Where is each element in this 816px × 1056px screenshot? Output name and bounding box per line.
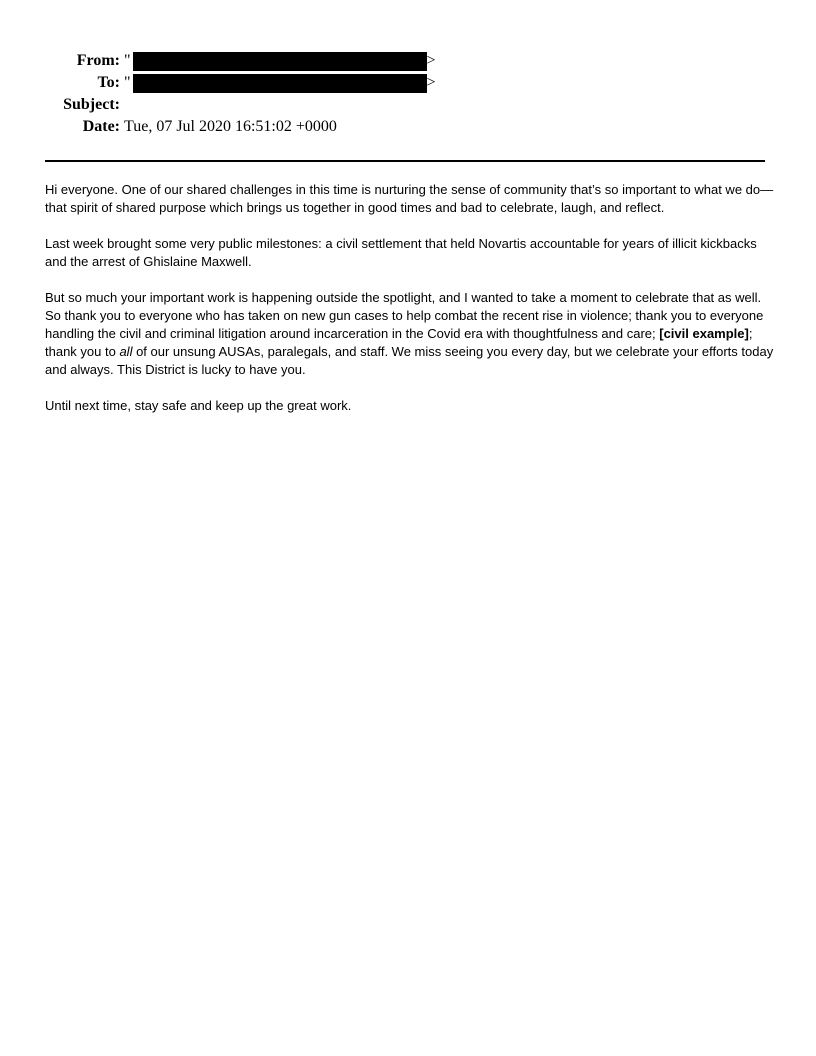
to-label: To: <box>97 74 120 91</box>
from-label: From: <box>76 52 120 69</box>
paragraph-milestones: Last week brought some very public milestones: a civil settlement that held Novartis accountable for years of illicit kickbacks and the arrest of Ghislaine Maxwell. <box>45 236 757 269</box>
subject-label: Subject: <box>63 96 120 113</box>
date-value: Tue, 07 Jul 2020 16:51:02 +0000 <box>124 118 337 135</box>
from-value <box>124 50 436 72</box>
paragraph-thanks <box>45 289 775 379</box>
paragraph-closing: Until next time, stay safe and keep up the great work. <box>45 398 352 413</box>
from-redaction <box>133 52 427 71</box>
to-redaction <box>133 74 427 93</box>
email-header <box>0 50 816 138</box>
thanks-text-part-2: ; thank you to <box>45 326 753 359</box>
emphasis-all: all <box>119 344 133 359</box>
to-open-quote: " <box>124 74 131 91</box>
civil-example-placeholder: [civil example] <box>659 326 749 341</box>
email-body <box>45 181 775 433</box>
to-value <box>124 72 436 94</box>
header-divider <box>45 160 765 162</box>
date-row <box>0 116 816 138</box>
to-row <box>0 72 816 94</box>
from-row <box>0 50 816 72</box>
from-close-bracket: > <box>426 52 436 69</box>
thanks-text-part-3: of our unsung AUSAs, paralegals, and staff. We miss seeing you every day, but we celebrate your efforts today and always. This District is lucky to have you. <box>45 344 774 377</box>
paragraph-greeting: Hi everyone. One of our shared challenges in this time is nurturing the sense of community that’s so important to what we do—that spirit of shared purpose which brings us together in good times and bad to celebrate, laugh, and reflect. <box>45 182 774 215</box>
date-label: Date: <box>82 118 120 135</box>
to-close-bracket: > <box>426 74 436 91</box>
from-open-quote: " <box>124 52 131 69</box>
subject-row <box>0 94 816 116</box>
thanks-text-part-1: But so much your important work is happening outside the spotlight, and I wanted to take a moment to celebrate that as well. So thank you to everyone who has taken on new gun cases to help combat the recent rise in violence; thank you to everyone handling the civil and criminal litigation around incarceration in the Covid era with thoughtfulness and care; <box>45 290 764 341</box>
